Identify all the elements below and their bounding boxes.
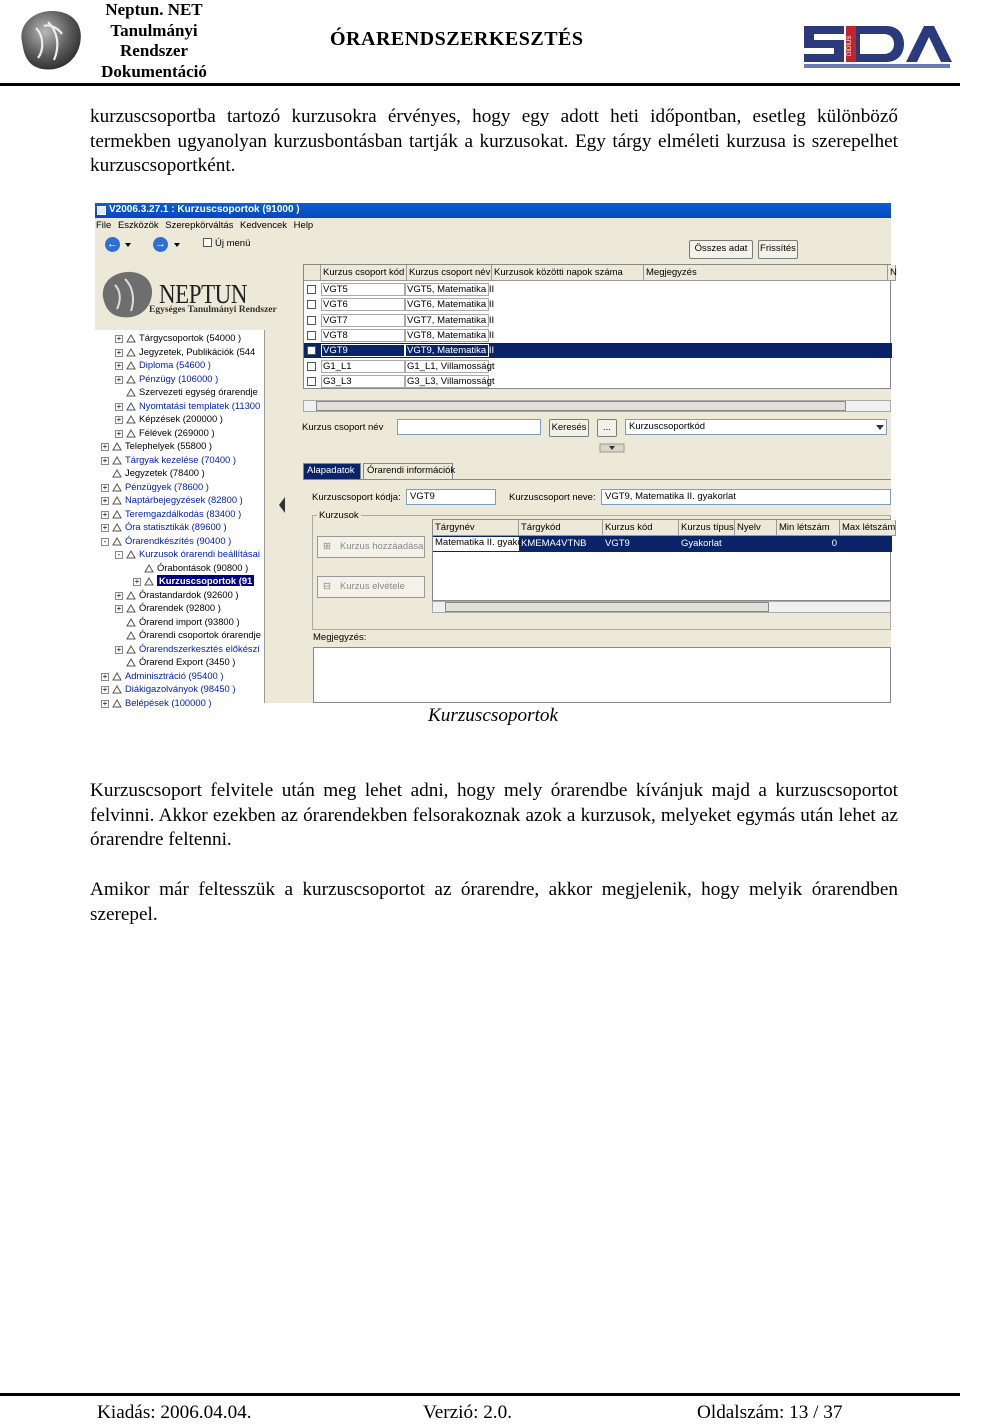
doc-title-line: Dokumentáció — [101, 61, 207, 81]
menu-tree — [95, 330, 265, 708]
table-row[interactable] — [304, 297, 892, 312]
table-horizontal-scrollbar[interactable] — [303, 400, 891, 412]
folder-icon — [126, 591, 136, 600]
add-course-icon: ⊞ — [323, 541, 331, 552]
paragraph-intro: kurzuscsoportba tartozó kurzusokra érvényes, hogy egy adott heti időpontban, esetleg különböző termekben ugyanolyan kurzusbontásban tartják a kurzusokat. Egy tárgy elméleti kurzusa is szerepelhet kurzuscsoportként. — [90, 106, 898, 176]
tree-item-label: Órastandardok (92600 ) — [139, 588, 239, 600]
table-header[interactable]: N — [888, 265, 896, 281]
tree-item[interactable] — [95, 332, 265, 346]
expand-icon[interactable]: + — [102, 671, 108, 681]
window-titlebar — [95, 203, 891, 218]
table-header[interactable]: Kurzus típus — [679, 520, 735, 536]
tree-item-label: Kurzusok órarendi beállításai — [139, 548, 260, 559]
tree-item[interactable] — [95, 670, 265, 684]
tree-item[interactable] — [95, 386, 265, 400]
forward-history-caret-icon[interactable] — [174, 243, 180, 247]
table-row[interactable] — [304, 343, 892, 358]
table-header[interactable]: Tárgynév — [433, 520, 519, 536]
folder-icon — [126, 334, 136, 343]
figure-caption: Kurzuscsoportok — [427, 705, 559, 726]
add-course-button[interactable] — [317, 536, 425, 558]
folder-icon — [126, 429, 136, 438]
folder-icon — [126, 361, 136, 370]
cell-code: VGT6 — [321, 298, 405, 311]
expand-icon[interactable]: + — [116, 604, 122, 613]
tab-basic-data[interactable]: Alapadatok — [303, 463, 361, 479]
footer-version: Verzió: 2.0. — [423, 1402, 512, 1423]
folder-icon — [126, 402, 136, 411]
cell-code: VGT9 — [321, 344, 405, 357]
table-header[interactable]: Megjegyzés — [644, 265, 888, 281]
tree-item[interactable] — [95, 616, 265, 630]
folder-icon — [126, 604, 136, 613]
dropdown-caret-icon[interactable] — [876, 425, 884, 430]
tree-item[interactable] — [95, 548, 265, 562]
table-header[interactable]: Max létszám — [840, 520, 896, 536]
tree-item-label: Félévek (269000 ) — [139, 426, 215, 438]
menu-favorites[interactable]: Kedvencek — [240, 220, 288, 231]
table-row[interactable] — [433, 536, 892, 552]
paragraph-body: Amikor már feltesszük a kurzuscsoportot az órarendre, akkor megjelenik, hogy melyik órarendben szerepel. — [90, 879, 898, 925]
expand-icon[interactable]: + — [116, 401, 122, 411]
neptun-logo-word: NEPTUN — [159, 279, 247, 309]
back-history-caret-icon[interactable] — [125, 243, 131, 247]
collapse-handle-icon[interactable] — [600, 444, 624, 454]
cell-code: G3_L3 — [321, 375, 405, 388]
cell-subject: Matematika II. gyakor — [433, 537, 519, 551]
tree-item[interactable] — [95, 467, 265, 481]
doc-title-line: Neptun. NET — [105, 0, 203, 19]
cell-name: VGT5, Matematika II — [407, 284, 495, 295]
table-header[interactable]: Kurzus csoport név — [407, 265, 492, 281]
tree-item[interactable] — [95, 629, 265, 643]
search-field-select[interactable] — [625, 419, 887, 435]
folder-icon — [126, 388, 136, 397]
footer-issue: Kiadás: 2006.04.04. — [97, 1402, 252, 1423]
tree-item[interactable] — [95, 683, 265, 697]
neptun-logo — [14, 6, 86, 74]
page-header — [0, 0, 960, 86]
tree-item[interactable] — [95, 454, 265, 468]
expand-icon[interactable]: + — [102, 685, 108, 694]
folder-icon — [126, 375, 136, 384]
cell-code: G1_L1 — [321, 360, 405, 373]
tree-item-label: Órarendkészítés (90400 ) — [125, 534, 232, 546]
tree-item-label: Szervezeti egység órarendje — [139, 386, 258, 397]
table-header[interactable]: Kurzus kód — [603, 520, 679, 536]
tree-item-label: Órarendek (92800 ) — [139, 602, 221, 613]
tree-item-label: Tárgyak kezelése (70400 ) — [125, 453, 236, 465]
remove-course-icon: ⊟ — [323, 581, 331, 592]
tree-item[interactable] — [95, 602, 265, 616]
tree-item-label: Órarend import (93800 ) — [139, 615, 240, 627]
code-field[interactable]: VGT9 — [406, 489, 496, 505]
row-checkbox[interactable] — [307, 300, 316, 309]
tree-item-label: Pénzügy (106000 ) — [139, 372, 219, 384]
folder-icon — [144, 564, 154, 573]
tree-item-label: Naptárbejegyzések (82800 ) — [125, 494, 243, 505]
scrollbar-thumb[interactable] — [316, 401, 846, 411]
cell-name: VGT7, Matematika II — [407, 314, 495, 326]
tree-item[interactable] — [95, 346, 265, 360]
name-field[interactable]: VGT9, Matematika II. gyakorlat — [601, 489, 891, 505]
note-label: Megjegyzés: — [313, 632, 367, 643]
table-row[interactable] — [304, 374, 892, 389]
tree-item[interactable] — [95, 589, 265, 603]
table-header[interactable]: Min létszám — [777, 520, 840, 536]
section-title: ÓRARENDSZERKESZTÉS — [330, 28, 584, 50]
remove-course-button[interactable] — [317, 576, 425, 598]
nav-toolbar — [95, 234, 295, 256]
doc-title-line: Tanulmányi — [110, 20, 198, 40]
expand-icon[interactable]: + — [116, 428, 122, 438]
tree-item-label: Kurzuscsoportok (91 — [159, 575, 253, 586]
sda-logo — [800, 18, 954, 70]
neptun-logo-subtitle: Egységes Tanulmányi Rendszer — [149, 305, 277, 315]
search-button[interactable]: Keresés — [549, 419, 589, 437]
cell-name: VGT6, Matematika II — [407, 299, 495, 311]
cell-subject-code: KMEMA4VTNB — [521, 538, 587, 549]
tree-item[interactable] — [95, 521, 265, 535]
header-rule — [0, 83, 960, 86]
tree-item-label: Diploma (54600 ) — [139, 359, 211, 370]
collapse-icon[interactable]: - — [101, 538, 109, 546]
tree-item[interactable] — [95, 535, 265, 549]
tree-item-label: Belépések (100000 ) — [125, 696, 212, 708]
tree-item-label: Nyomtatási templatek (11300 — [139, 399, 261, 411]
table-header[interactable]: Tárgykód — [519, 520, 603, 536]
doc-title — [96, 0, 212, 82]
courses-group-label: Kurzusok — [319, 510, 359, 521]
tree-item-label: Órarendszerkesztés előkészí — [139, 642, 260, 654]
expand-icon[interactable]: + — [116, 347, 122, 357]
tree-item[interactable] — [95, 481, 265, 495]
search-field-value: Kurzuscsoportkód — [629, 421, 706, 432]
menu-role-switch[interactable]: Szerepkörváltás — [165, 220, 234, 231]
tree-item[interactable] — [95, 373, 265, 387]
folder-icon — [112, 685, 122, 694]
tree-item[interactable] — [95, 494, 265, 508]
collapse-icon[interactable]: - — [115, 551, 123, 559]
neptun-screenshot — [95, 203, 897, 708]
table-row[interactable] — [304, 282, 892, 297]
footer-rule — [0, 1393, 960, 1396]
folder-icon — [126, 618, 136, 627]
refresh-button[interactable]: Frissítés — [758, 240, 798, 259]
search-label: Kurzus csoport név — [302, 422, 384, 433]
cell-course-type: Gyakorlat — [681, 538, 722, 549]
scrollbar-thumb[interactable] — [445, 602, 769, 612]
expand-icon[interactable]: + — [116, 374, 122, 384]
expand-icon[interactable]: + — [116, 644, 122, 654]
folder-icon — [112, 442, 122, 451]
expand-icon[interactable]: + — [102, 455, 108, 465]
tree-item-label: Óra statisztikák (89600 ) — [125, 521, 227, 532]
cell-code: VGT5 — [321, 283, 405, 296]
code-label: Kurzuscsoport kódja: — [312, 492, 401, 503]
menu-help[interactable]: Help — [293, 220, 314, 231]
folder-icon — [112, 523, 122, 532]
window-icon — [97, 206, 106, 215]
all-data-button[interactable]: Összes adat — [689, 240, 753, 259]
name-label: Kurzuscsoport neve: — [509, 492, 596, 503]
tree-item-label: Adminisztráció (95400 ) — [125, 669, 224, 681]
expand-icon[interactable]: + — [102, 523, 108, 532]
tree-item-label: Tárgycsoportok (54000 ) — [139, 332, 242, 343]
expand-icon[interactable]: + — [102, 442, 108, 451]
table-header-select — [304, 265, 321, 281]
expand-icon[interactable]: + — [134, 577, 140, 586]
tree-item[interactable] — [95, 508, 265, 522]
cell-course-code: VGT9 — [605, 538, 630, 549]
row-checkbox[interactable] — [307, 331, 316, 340]
row-checkbox[interactable] — [307, 285, 316, 294]
courses-table — [432, 519, 896, 601]
new-menu-toggle[interactable] — [203, 238, 250, 249]
tree-item[interactable] — [95, 400, 265, 414]
forward-arrow-icon[interactable]: → — [155, 238, 166, 250]
cell-min: 0 — [831, 538, 837, 549]
table-header[interactable]: Kurzus csoport kód — [321, 265, 407, 281]
expand-icon[interactable]: + — [102, 482, 108, 492]
folder-icon — [112, 672, 122, 681]
folder-icon — [112, 496, 122, 505]
tree-item[interactable] — [95, 440, 265, 454]
cell-name: G3_L3, Villamosságt — [407, 375, 495, 387]
tree-item-label: Diákigazolványok (98450 ) — [125, 683, 236, 694]
sda-badge-text: DIDIUS — [847, 35, 853, 56]
expand-icon[interactable]: + — [102, 509, 108, 519]
tree-item[interactable] — [95, 575, 265, 589]
row-checkbox[interactable] — [307, 316, 316, 325]
tree-item-label: Pénzügyek (78600 ) — [125, 480, 209, 492]
folder-icon — [112, 510, 122, 519]
table-header[interactable]: Nyelv — [735, 520, 777, 536]
checkbox-icon[interactable] — [203, 238, 212, 247]
expand-icon[interactable]: + — [116, 590, 122, 600]
search-input[interactable] — [397, 419, 541, 435]
cell-code: VGT7 — [321, 314, 405, 327]
folder-icon — [126, 658, 136, 667]
row-checkbox[interactable] — [307, 362, 316, 371]
folder-icon — [126, 550, 136, 559]
tree-item-label: Órarend Export (3450 ) — [139, 656, 236, 667]
cell-name: VGT9, Matematika II — [407, 345, 495, 357]
tree-item-label: Képzések (200000 ) — [139, 413, 223, 424]
tab-timetable-info[interactable]: Órarendi információk — [363, 463, 453, 479]
folder-icon — [112, 469, 122, 478]
folder-icon — [144, 577, 154, 586]
menu-bar — [95, 218, 891, 233]
tree-item[interactable] — [95, 643, 265, 657]
note-field[interactable] — [313, 647, 891, 703]
remove-course-label: Kurzus elvétele — [340, 581, 405, 592]
cell-code: VGT8 — [321, 329, 405, 342]
more-options-button[interactable]: ... — [597, 419, 617, 437]
menu-tools[interactable]: Eszközök — [117, 220, 159, 231]
tree-item[interactable] — [95, 562, 265, 576]
tree-item-label: Órabontások (90800 ) — [157, 561, 249, 573]
folder-icon — [112, 537, 122, 546]
splitter-arrow-icon[interactable] — [278, 496, 286, 514]
tree-item[interactable] — [95, 656, 265, 670]
row-checkbox[interactable] — [307, 346, 316, 355]
folder-icon — [112, 483, 122, 492]
table-row[interactable] — [304, 328, 892, 343]
folder-icon — [126, 631, 136, 640]
tree-item-label: Teremgazdálkodás (83400 ) — [125, 507, 242, 519]
tree-item-label: Telephelyek (55800 ) — [125, 440, 213, 451]
table-row[interactable] — [304, 359, 892, 374]
tree-item[interactable] — [95, 413, 265, 427]
row-checkbox[interactable] — [307, 377, 316, 386]
tree-item-label: Jegyzetek (78400 ) — [125, 467, 205, 478]
folder-icon — [112, 456, 122, 465]
back-arrow-icon[interactable]: ← — [107, 238, 118, 250]
expand-icon[interactable]: + — [102, 698, 108, 708]
expand-icon[interactable]: + — [116, 361, 122, 370]
cell-name: G1_L1, Villamosságt — [407, 360, 495, 372]
courses-horizontal-scrollbar[interactable] — [432, 601, 891, 613]
new-menu-label: Új menü — [215, 238, 251, 249]
expand-icon[interactable]: + — [102, 496, 108, 505]
folder-icon — [126, 415, 136, 424]
folder-icon — [126, 348, 136, 357]
tree-item[interactable] — [95, 359, 265, 373]
tree-item[interactable] — [95, 427, 265, 441]
paragraph-body: Kurzuscsoport felvitele után meg lehet adni, hogy mely órarendbe kívánjuk majd a kurzuscsoportot felvinni. Akkor ezekben az órarendekben felsorakoznak azok a kurzusok, melyeket egymás után lehet az órarendre feltenni. — [90, 780, 898, 850]
expand-icon[interactable]: + — [116, 415, 122, 424]
cell-name: VGT8, Matematika II — [407, 329, 495, 341]
window-title: V2006.3.27.1 : Kurzuscsoportok (91000 ) — [109, 204, 300, 215]
doc-title-line: Rendszer — [120, 41, 188, 60]
footer-page: Oldalszám: 13 / 37 — [697, 1402, 843, 1423]
table-header[interactable]: Kurzusok közötti napok száma — [492, 265, 644, 281]
table-row[interactable] — [304, 313, 892, 328]
folder-icon — [126, 645, 136, 654]
expand-icon[interactable]: + — [116, 334, 122, 343]
tree-item-label: Órarendi csoportok órarendje — [139, 629, 261, 640]
tree-item-label: Jegyzetek, Publikációk (544 — [139, 345, 256, 357]
menu-file[interactable]: File — [96, 220, 112, 231]
course-group-table — [303, 264, 897, 389]
add-course-label: Kurzus hozzáadása — [340, 541, 424, 552]
